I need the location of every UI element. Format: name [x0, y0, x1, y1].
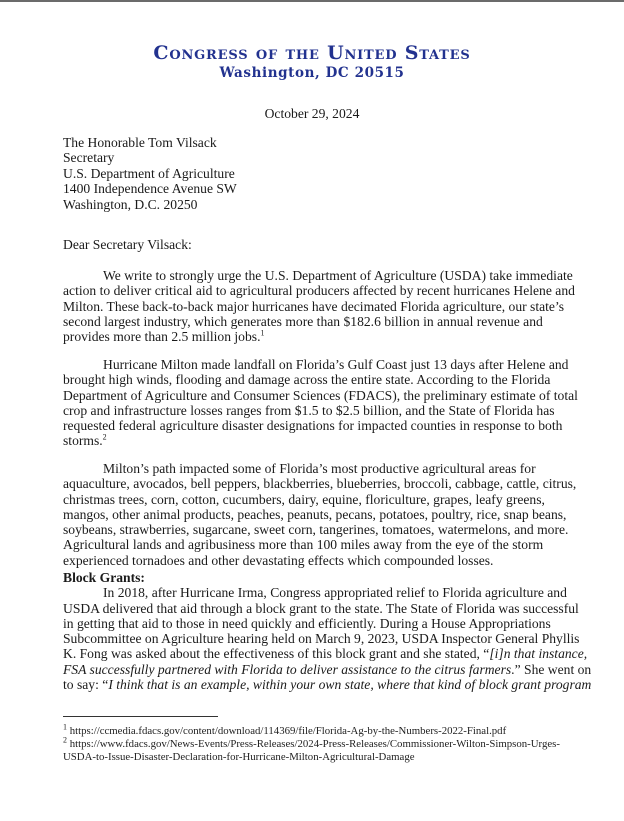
letter-date: October 29, 2024	[264, 106, 360, 121]
recipient-organization: U.S. Department of Agriculture	[63, 165, 235, 181]
paragraph-line: Milton’s path impacted some of Florida’s most productive agricultural areas for	[103, 461, 536, 476]
paragraph-line: soybeans, strawberries, sugarcane, sweet corn, tangerines, tomatoes, watermelons, and more.	[63, 522, 569, 538]
paragraph-line: brought high winds, flooding and damage across the entire state. According to the Florida	[63, 372, 551, 388]
salutation: Dear Secretary Vilsack:	[63, 237, 192, 252]
paragraph-line: second largest industry, which generates more than $182.6 billion in annual revenue and	[63, 313, 543, 329]
paragraph-milton-landfall	[63, 357, 583, 449]
paragraph-text: K. Fong was asked about the effectiveness of this block grant and she stated, “	[63, 646, 490, 662]
paragraph-text: .” She went on	[511, 661, 592, 677]
paragraph-line: requested federal agriculture disaster designations for impacted counties in response to both	[63, 418, 563, 434]
footnotes	[63, 722, 560, 763]
recipient-address	[63, 135, 237, 212]
letter-page	[0, 2, 624, 821]
paragraph-line: Agricultural lands and agribusiness more than 100 miles away from the eye of the storm	[63, 537, 544, 553]
paragraph-text: storms.	[63, 433, 103, 449]
paragraph-line: Milton. These back-to-back major hurricanes have decimated Florida agriculture, our state’s	[63, 298, 565, 314]
paragraph-text: provides more than 2.5 million jobs.	[63, 329, 261, 345]
footnote-number: 2	[63, 735, 67, 745]
paragraph-line: experienced tornadoes and other devastating effects which compounded losses.	[63, 552, 494, 568]
paragraph-line: In 2018, after Hurricane Irma, Congress appropriated relief to Florida agriculture and	[103, 585, 567, 601]
quote-text: FSA successfully partnered with Florida to deliver assistance to the citrus farmers	[63, 661, 512, 677]
recipient-name: The Honorable Tom Vilsack	[63, 135, 217, 150]
footnote-number: 1	[63, 722, 67, 732]
paragraph-line: Hurricane Milton made landfall on Florida’s Gulf Coast just 13 days after Helene and	[103, 357, 569, 372]
paragraph-line: in getting that aid to those in need quickly and efficiently. During a House Appropriations	[63, 615, 551, 631]
paragraph-line	[63, 677, 592, 693]
section-heading: Block Grants:	[63, 570, 145, 585]
footnote-2-continuation[interactable]: USDA-to-Issue-Disaster-Declaration-for-Hurricane-Milton-Agricultural-Damage	[63, 750, 415, 763]
recipient-city: Washington, D.C. 20250	[63, 196, 198, 212]
paragraph-line	[63, 646, 588, 662]
footnote-link[interactable]: https://www.fdacs.gov/News-Events/Press-Releases/2024-Press-Releases/Commissioner-Wilton-Simpson-Urges-	[69, 737, 560, 750]
letterhead-title: Congress of the United States	[153, 42, 471, 64]
paragraph-impacted-areas	[63, 461, 583, 568]
footnote-link[interactable]: https://ccmedia.fdacs.gov/content/download/114369/file/Florida-Ag-by-the-Numbers-2022-Final.pdf	[69, 725, 507, 737]
quote-text: I think that is an example, within your own state, where that kind of block grant program	[108, 677, 592, 693]
paragraph-line: Subcommittee on Agriculture hearing held on March 9, 2023, USDA Inspector General Phyllis	[63, 631, 580, 647]
paragraph-line: Department of Agriculture and Consumer Sciences (FDACS), the preliminary estimate of total	[63, 387, 578, 403]
footnote-2	[63, 735, 560, 751]
letterhead	[0, 42, 624, 82]
paragraph-line: mangos, other animal products, peaches, peanuts, pecans, potatoes, poultry, rice, snap beans,	[63, 506, 567, 522]
footnote-1	[63, 722, 560, 738]
recipient-title: Secretary	[63, 150, 115, 166]
paragraph-line: USDA delivered that aid through a block grant to the state. The State of Florida was successful	[63, 600, 579, 616]
paragraph-line	[63, 433, 583, 448]
paragraph-line	[63, 661, 592, 677]
quote-text: [i]n that instance,	[489, 646, 588, 662]
paragraph-line: christmas trees, corn, cotton, cucumbers, dairy, equine, floriculture, grapes, leafy greens,	[63, 491, 545, 507]
paragraph-line: action to deliver critical aid to agricultural producers affected by recent hurricanes Helene and	[63, 283, 575, 299]
footnote-ref[interactable]: 1	[260, 328, 265, 338]
letterhead-address: Washington, DC 20515	[219, 65, 405, 81]
paragraph-intro	[63, 268, 583, 344]
paragraph-text: to say: “	[63, 677, 109, 693]
footnote-divider	[63, 716, 218, 717]
paragraph-line	[63, 329, 583, 344]
paragraph-line: crop and infrastructure losses ranges from $1.5 to $2.5 billion, and the State of Florida has	[63, 402, 555, 418]
paragraph-line: We write to strongly urge the U.S. Department of Agriculture (USDA) take immediate	[103, 268, 573, 283]
recipient-street: 1400 Independence Avenue SW	[63, 181, 237, 197]
paragraph-line: aquaculture, avocados, bell peppers, blackberries, blueberries, broccoli, cabbage, cattle, citrus,	[63, 476, 577, 492]
section-block-grants	[63, 570, 592, 693]
footnote-ref[interactable]: 2	[102, 432, 107, 442]
